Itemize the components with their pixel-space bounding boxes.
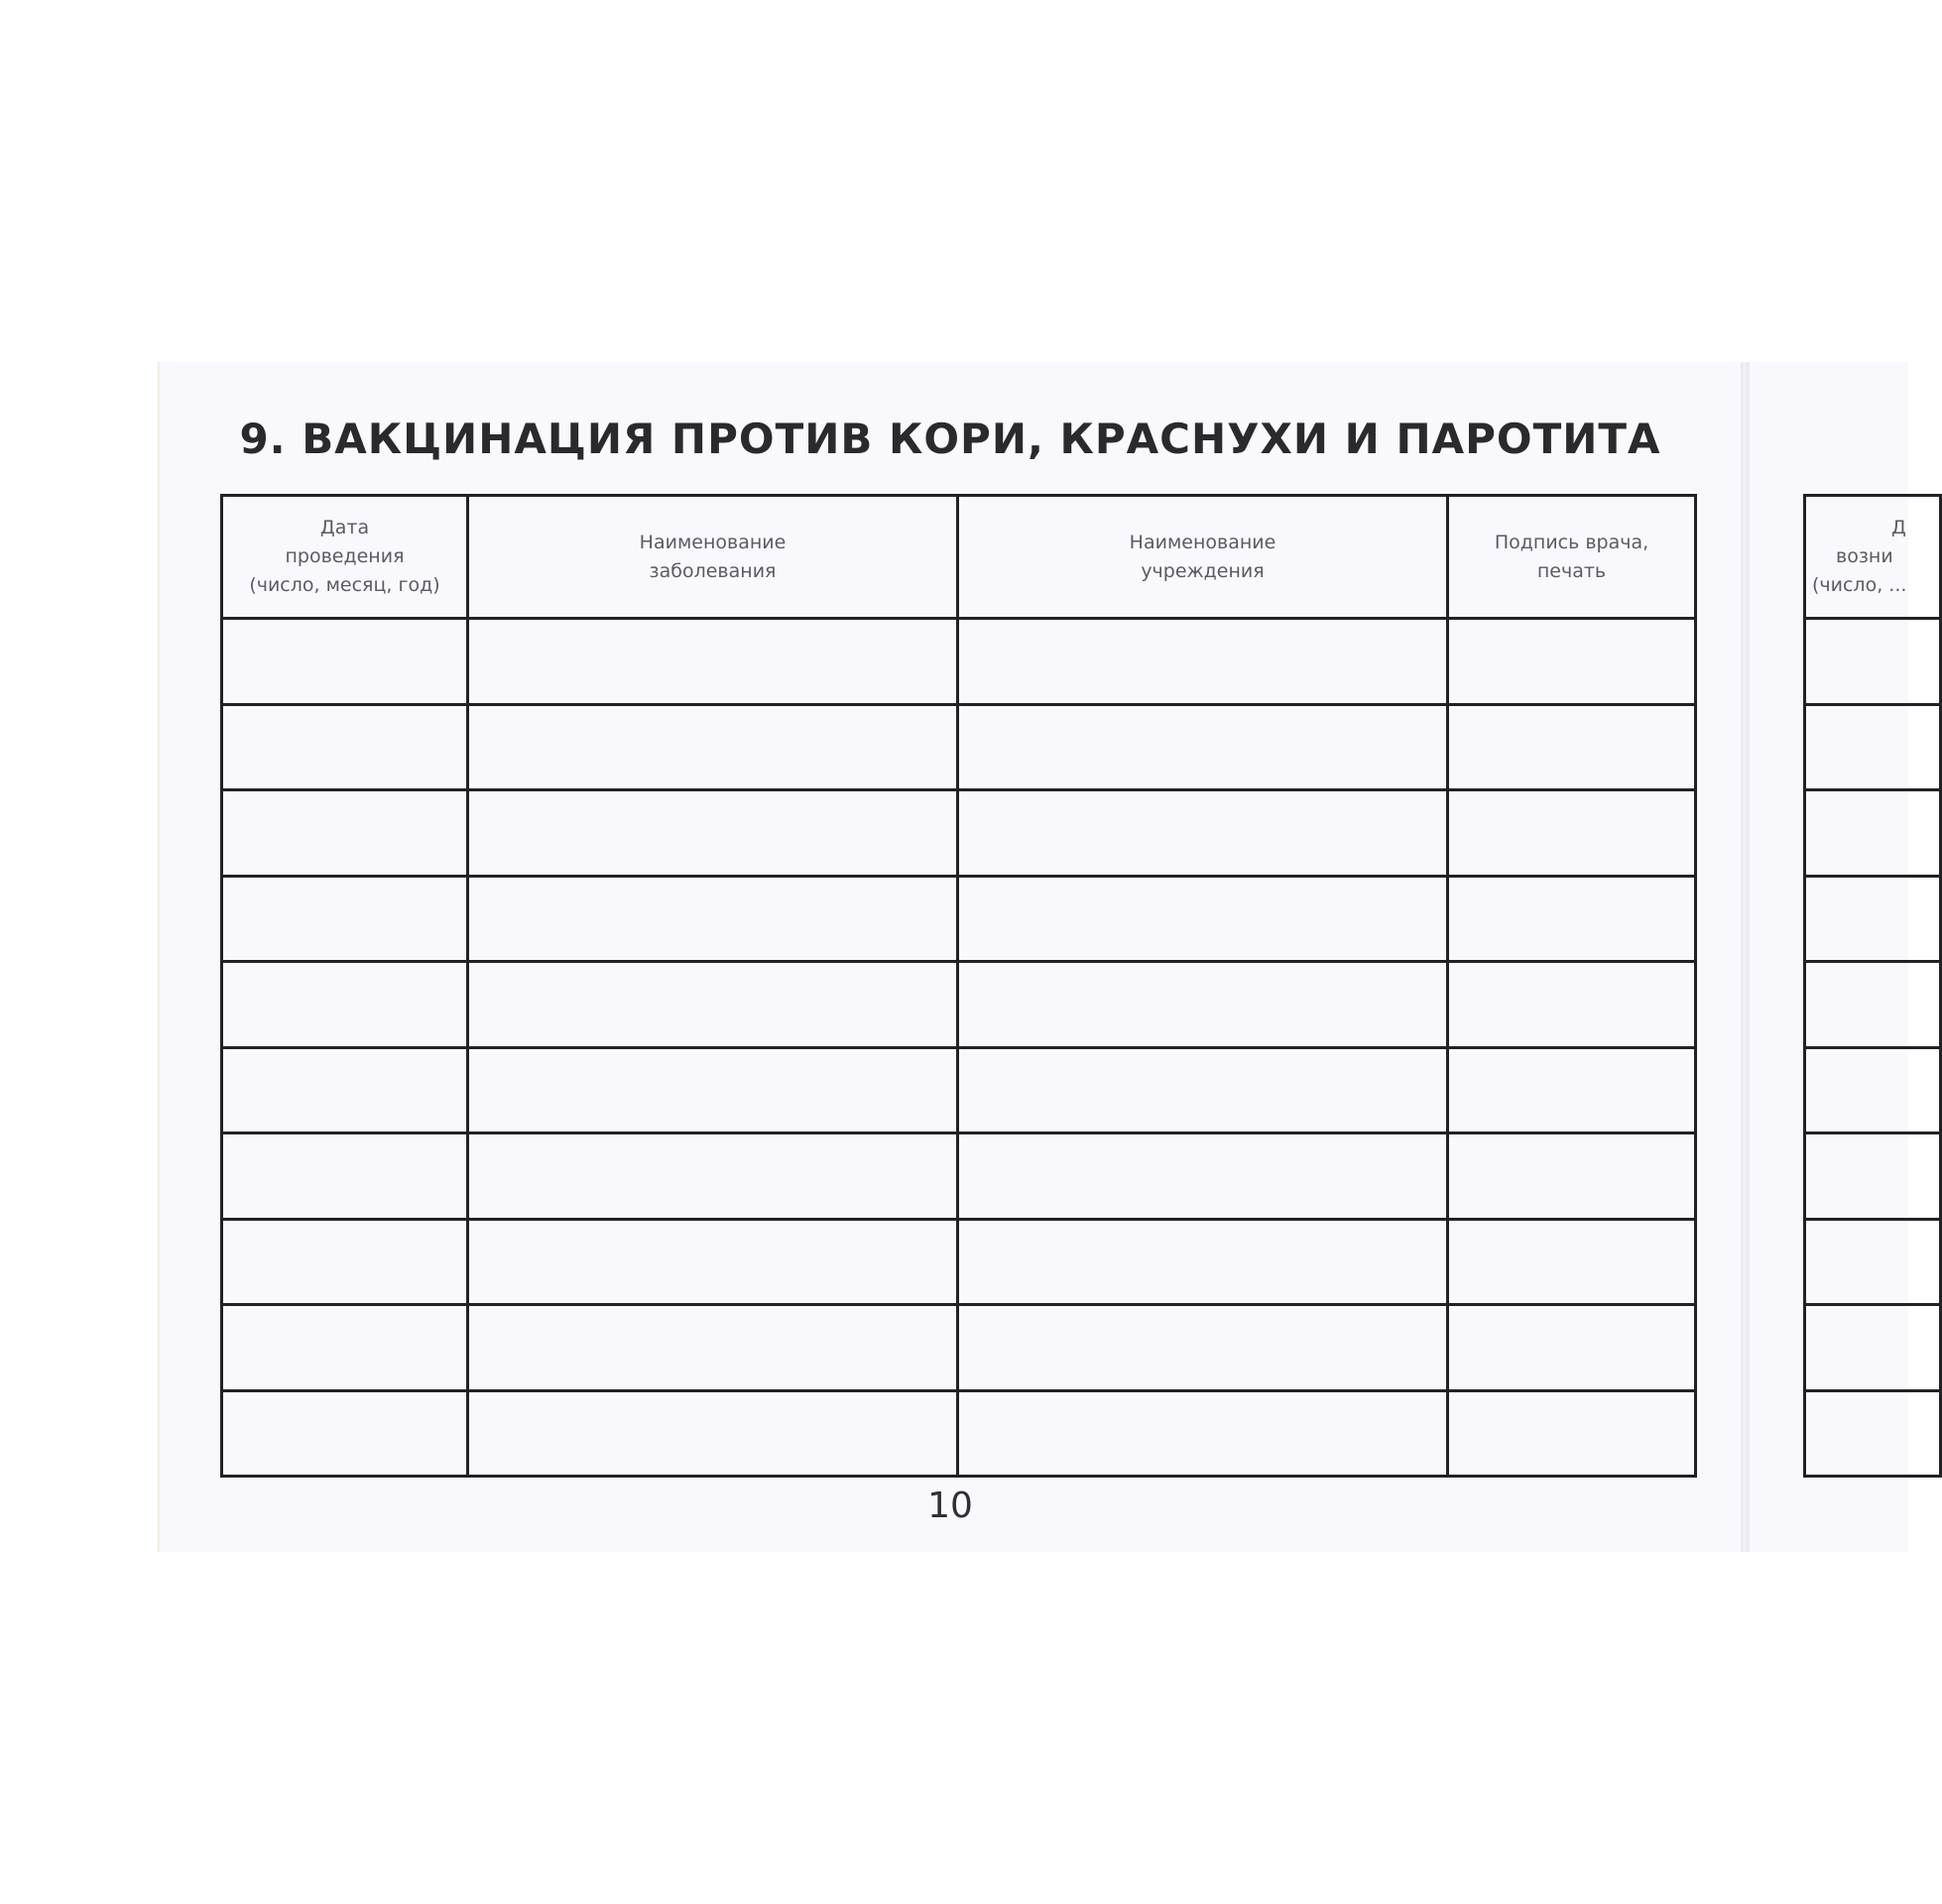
table-cell[interactable] xyxy=(1448,962,1696,1048)
table-cell[interactable] xyxy=(222,1390,468,1477)
header-date: Дата проведения (число, месяц, год) xyxy=(222,496,468,619)
table-cell[interactable] xyxy=(222,1305,468,1391)
table-cell[interactable] xyxy=(468,1133,958,1220)
table-row xyxy=(222,1390,1696,1477)
table-cell[interactable] xyxy=(958,704,1448,790)
table-row xyxy=(1805,1305,1941,1391)
header-doctor-signature: Подпись врача, печать xyxy=(1448,496,1696,619)
table-cell[interactable] xyxy=(222,876,468,962)
table-row xyxy=(222,1305,1696,1391)
table-cell[interactable] xyxy=(1448,1047,1696,1133)
table-cell[interactable] xyxy=(958,1133,1448,1220)
table-cell[interactable] xyxy=(1805,1133,1941,1220)
table-cell[interactable] xyxy=(958,1219,1448,1305)
page-title: 9. ВАКЦИНАЦИЯ ПРОТИВ КОРИ, КРАСНУХИ И ПАРОТИТА xyxy=(239,415,1661,463)
table-cell[interactable] xyxy=(1448,1133,1696,1220)
vaccination-table xyxy=(220,494,1697,1478)
table-row xyxy=(1805,790,1941,877)
table-row xyxy=(1805,704,1941,790)
table-cell[interactable] xyxy=(468,704,958,790)
header-disease-name: Наименование заболевания xyxy=(468,496,958,619)
table-cell[interactable] xyxy=(1448,1305,1696,1391)
table-cell[interactable] xyxy=(1448,619,1696,705)
table-cell[interactable] xyxy=(1805,962,1941,1048)
table-row xyxy=(1805,619,1941,705)
header-institution-name: Наименование учреждения xyxy=(958,496,1448,619)
table-cell[interactable] xyxy=(468,790,958,877)
table-cell[interactable] xyxy=(1805,619,1941,705)
table-header-row xyxy=(222,496,1696,619)
table-cell[interactable] xyxy=(468,1305,958,1391)
table-row xyxy=(1805,962,1941,1048)
table-row xyxy=(222,790,1696,877)
table-cell[interactable] xyxy=(468,962,958,1048)
right-page-table xyxy=(1803,494,1942,1478)
table-cell[interactable] xyxy=(1805,790,1941,877)
table-cell[interactable] xyxy=(468,619,958,705)
table-cell[interactable] xyxy=(222,1047,468,1133)
table-row xyxy=(1805,1219,1941,1305)
table-cell[interactable] xyxy=(468,1219,958,1305)
header-date-fragment: Д возни (число, ... xyxy=(1805,496,1941,619)
table-cell[interactable] xyxy=(222,704,468,790)
table-row xyxy=(222,1219,1696,1305)
table-row xyxy=(1805,876,1941,962)
table-cell[interactable] xyxy=(958,1047,1448,1133)
table-cell[interactable] xyxy=(222,619,468,705)
table-row xyxy=(1805,1047,1941,1133)
table-row xyxy=(222,1047,1696,1133)
table-cell[interactable] xyxy=(1805,1047,1941,1133)
table-header-row xyxy=(1805,496,1941,619)
table-cell[interactable] xyxy=(958,1390,1448,1477)
table-cell[interactable] xyxy=(222,1219,468,1305)
table-cell[interactable] xyxy=(1448,1390,1696,1477)
table-cell[interactable] xyxy=(1805,1390,1941,1477)
table-row xyxy=(222,619,1696,705)
table-row xyxy=(1805,1390,1941,1477)
table-row xyxy=(1805,1133,1941,1220)
table-cell[interactable] xyxy=(958,1305,1448,1391)
table-cell[interactable] xyxy=(958,619,1448,705)
table-cell[interactable] xyxy=(222,790,468,877)
table-cell[interactable] xyxy=(1805,1305,1941,1391)
table-cell[interactable] xyxy=(1805,704,1941,790)
table-cell[interactable] xyxy=(1448,704,1696,790)
table-cell[interactable] xyxy=(222,1133,468,1220)
table-row xyxy=(222,962,1696,1048)
table-row xyxy=(222,876,1696,962)
table-cell[interactable] xyxy=(468,1390,958,1477)
table-cell[interactable] xyxy=(1805,1219,1941,1305)
table-cell[interactable] xyxy=(958,962,1448,1048)
table-cell[interactable] xyxy=(958,876,1448,962)
page-number: 10 xyxy=(927,1486,973,1526)
table-row xyxy=(222,704,1696,790)
table-cell[interactable] xyxy=(1448,790,1696,877)
table-cell[interactable] xyxy=(1448,1219,1696,1305)
table-cell[interactable] xyxy=(1448,876,1696,962)
table-cell[interactable] xyxy=(222,962,468,1048)
table-cell[interactable] xyxy=(468,876,958,962)
table-cell[interactable] xyxy=(958,790,1448,877)
table-row xyxy=(222,1133,1696,1220)
table-cell[interactable] xyxy=(468,1047,958,1133)
table-cell[interactable] xyxy=(1805,876,1941,962)
